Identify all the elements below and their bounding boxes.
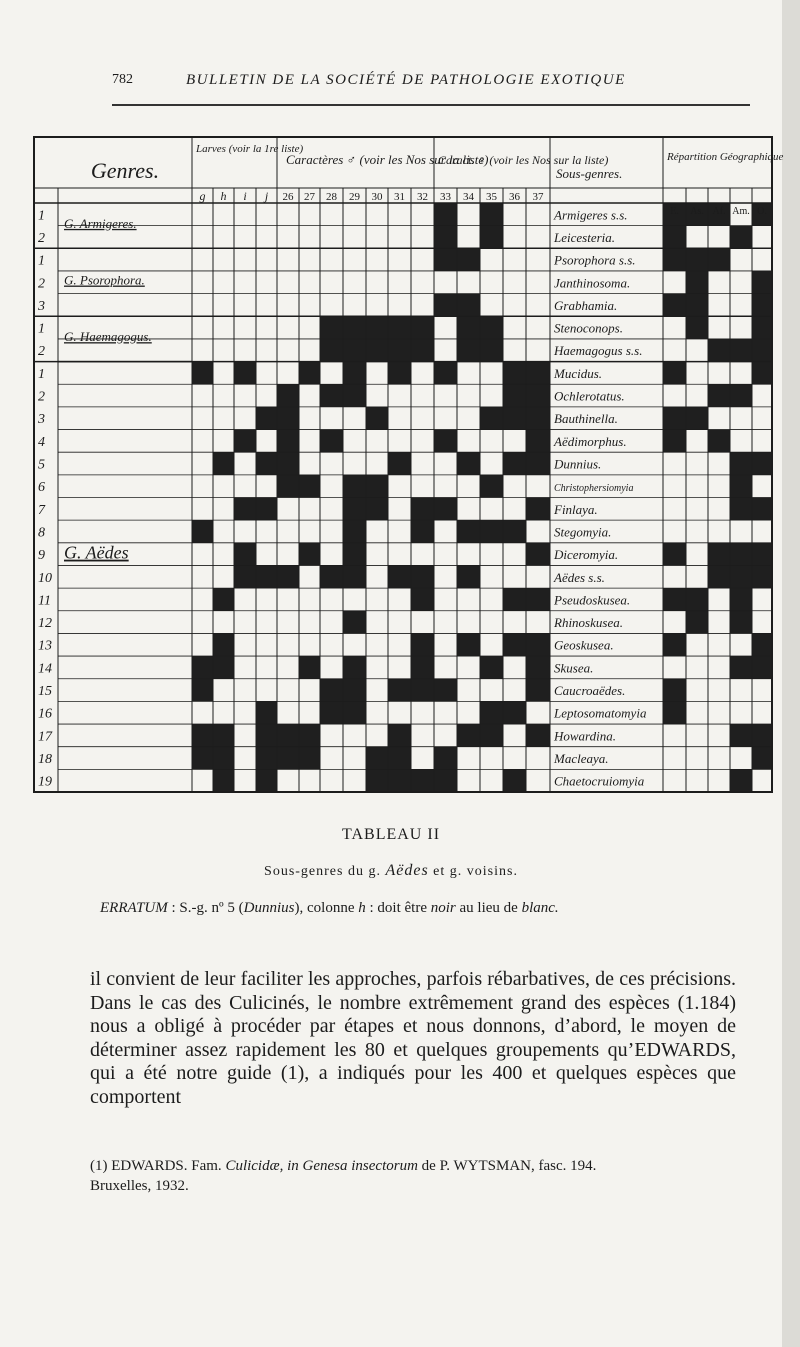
subgenus-name: Bauthinella. <box>554 411 618 427</box>
table-cell-dark <box>320 339 343 362</box>
col-female: 36 <box>509 191 520 203</box>
subgenus-name: Caucroaëdes. <box>554 683 626 699</box>
row-number: 12 <box>38 616 52 632</box>
erratum-note: ERRATUM : S.-g. nº 5 (Dunnius), colonne h : doit être noir au lieu de blanc. <box>100 900 559 916</box>
table-cell-dark <box>730 543 752 566</box>
table-cell-dark <box>343 520 366 543</box>
table-cell-dark <box>663 407 686 430</box>
table-cell-dark <box>752 339 772 362</box>
table-cell-dark <box>457 452 480 475</box>
subgenus-name: Finlaya. <box>554 501 598 517</box>
table-cell-dark <box>730 769 752 792</box>
table-cell-dark <box>256 747 277 770</box>
table-cell-dark <box>663 701 686 724</box>
table-cell-dark <box>277 430 299 453</box>
col-male: 32 <box>417 191 428 203</box>
table-cell-dark <box>730 588 752 611</box>
header-caracteres-male: Caractères ♂ (voir les Nos sur la liste) <box>286 152 489 167</box>
table-cell-dark <box>526 543 550 566</box>
table-cell-dark <box>663 543 686 566</box>
table-cell-dark <box>256 724 277 747</box>
body-paragraph: il convient de leur faciliter les approches, parfois rébarbatives, de ces précisions. Dans le cas des Culicinés, le nombre extrêmement grand des espèces (1.184) nous a obligé à procéder par étapes et nous donnons, d’abord, le moyen de déterminer assez rapidement les 80 et quelques groupements qu’EDWARDS, qui a été notre guide (1), a indiqués pour les 400 et quelques espèces que comportent <box>90 968 736 1108</box>
table-cell-dark <box>277 407 299 430</box>
col-geo: O. <box>757 206 767 217</box>
row-number: 9 <box>38 548 45 564</box>
table-cell-dark <box>730 475 752 498</box>
table-cell-dark <box>343 498 366 521</box>
table-cell-dark <box>256 452 277 475</box>
table-subtitle: Sous-genres du g. Aëdes et g. voisins. <box>264 862 518 879</box>
subgenus-name: Psorophora s.s. <box>554 252 636 268</box>
table-cell-dark <box>752 633 772 656</box>
col-larves: h <box>220 189 227 203</box>
table-cell-dark <box>411 588 434 611</box>
row-number: 19 <box>38 774 52 790</box>
table-cell-dark <box>457 724 480 747</box>
table-cell-dark <box>457 316 480 339</box>
genre-name: G. Haemagogus. <box>64 329 152 345</box>
subgenus-name: Christophersiomyia <box>554 483 634 495</box>
table-cell-dark <box>686 588 708 611</box>
row-number: 10 <box>38 570 52 586</box>
table-cell-dark <box>277 747 299 770</box>
table-cell-dark <box>434 203 457 226</box>
table-cell-dark <box>256 769 277 792</box>
table-cell-dark <box>663 226 686 249</box>
col-female: 37 <box>532 191 544 203</box>
table-cell-dark <box>526 498 550 521</box>
table-cell-dark <box>730 724 752 747</box>
table-cell-dark <box>526 407 550 430</box>
table-cell-dark <box>277 724 299 747</box>
table-cell-dark <box>686 407 708 430</box>
table-cell-dark <box>730 339 752 362</box>
table-cell-dark <box>343 679 366 702</box>
subgenus-name: Stegomyia. <box>554 524 612 540</box>
table-cell-dark <box>457 633 480 656</box>
table-cell-dark <box>299 475 320 498</box>
col-geo: Am. <box>732 206 750 217</box>
table-cell-dark <box>526 679 550 702</box>
table-cell-dark <box>708 543 730 566</box>
table-cell-dark <box>366 407 388 430</box>
table-cell-dark <box>343 543 366 566</box>
table-cell-dark <box>213 656 234 679</box>
table-cell-dark <box>366 339 388 362</box>
table-cell-dark <box>434 769 457 792</box>
table-cell-dark <box>256 565 277 588</box>
table-cell-dark <box>213 588 234 611</box>
table-cell-dark <box>526 452 550 475</box>
table-cell-dark <box>388 362 411 385</box>
row-number: 1 <box>38 208 45 224</box>
row-number: 1 <box>38 321 45 337</box>
table-cell-dark <box>686 316 708 339</box>
table-cell-dark <box>366 498 388 521</box>
table-cell-dark <box>320 384 343 407</box>
table-cell-dark <box>752 271 772 294</box>
subgenus-name: Pseudoskusea. <box>554 592 631 608</box>
subgenus-name: Grabhamia. <box>554 297 618 313</box>
row-number: 2 <box>38 344 45 360</box>
row-number: 17 <box>38 729 52 745</box>
genre-name: G. Armigeres. <box>64 215 137 231</box>
table-cell-dark <box>277 452 299 475</box>
col-male: 31 <box>394 191 405 203</box>
table-cell-dark <box>411 656 434 679</box>
table-cell-dark <box>457 294 480 317</box>
table-cell-dark <box>752 452 772 475</box>
row-number: 14 <box>38 661 52 677</box>
subgenus-name: Skusea. <box>554 660 594 676</box>
col-male: 29 <box>349 191 360 203</box>
row-number: 18 <box>38 752 52 768</box>
table-cell-dark <box>411 679 434 702</box>
table-cell-dark <box>388 316 411 339</box>
row-number: 15 <box>38 684 52 700</box>
table-cell-dark <box>708 565 730 588</box>
row-number: 13 <box>38 638 52 654</box>
table-cell-dark <box>752 724 772 747</box>
table-cell-dark <box>277 475 299 498</box>
table-cell-dark <box>434 679 457 702</box>
journal-title: BULLETIN DE LA SOCIÉTÉ DE PATHOLOGIE EXOTIQUE <box>186 72 626 88</box>
table-cell-dark <box>730 452 752 475</box>
table-cell-dark <box>752 362 772 385</box>
subgenus-name: Aëdes s.s. <box>554 569 605 585</box>
footnote: (1) EDWARDS. Fam. Culicidæ, in Genesa insectorum de P. WYTSMAN, fasc. 194. Bruxelles, 1932. <box>90 1158 597 1194</box>
table-cell-dark <box>434 294 457 317</box>
subgenus-name: Armigeres s.s. <box>554 207 628 223</box>
table-cell-dark <box>686 248 708 271</box>
table-cell-dark <box>526 588 550 611</box>
subgenus-name: Mucidus. <box>554 365 603 381</box>
col-larves: i <box>243 189 247 203</box>
table-cell-dark <box>277 565 299 588</box>
table-cell-dark <box>388 565 411 588</box>
table-cell-dark <box>457 565 480 588</box>
subgenus-name: Howardina. <box>554 728 616 744</box>
table-cell-dark <box>480 656 503 679</box>
table-cell-dark <box>434 498 457 521</box>
table-cell-dark <box>457 339 480 362</box>
table-cell-dark <box>192 679 213 702</box>
table-cell-dark <box>320 565 343 588</box>
col-geo: Af. <box>712 206 726 217</box>
table-cell-dark <box>213 724 234 747</box>
subgenus-name: Diceromyia. <box>554 547 619 563</box>
table-cell-dark <box>411 520 434 543</box>
table-cell-dark <box>366 747 388 770</box>
table-cell-dark <box>213 747 234 770</box>
row-number: 1 <box>38 253 45 269</box>
genre-name: G. Psorophora. <box>64 272 145 288</box>
table-cell-dark <box>663 633 686 656</box>
col-larves: g <box>199 189 206 203</box>
table-cell-dark <box>277 384 299 407</box>
col-larves: j <box>264 189 269 203</box>
table-cell-dark <box>730 384 752 407</box>
table-cell-dark <box>752 294 772 317</box>
table-cell-dark <box>686 294 708 317</box>
table-cell-dark <box>213 769 234 792</box>
table-cell-dark <box>366 769 388 792</box>
table-cell-dark <box>411 769 434 792</box>
table-cell-dark <box>708 248 730 271</box>
table-cell-dark <box>234 543 256 566</box>
table-cell-dark <box>663 430 686 453</box>
table-cell-dark <box>388 747 411 770</box>
table-cell-dark <box>663 679 686 702</box>
col-male: 26 <box>282 191 294 203</box>
table-cell-dark <box>299 747 320 770</box>
page-number: 782 <box>112 72 133 87</box>
table-cell-dark <box>526 430 550 453</box>
table-cell-dark <box>366 316 388 339</box>
table-cell-dark <box>411 498 434 521</box>
subgenus-name: Macleaya. <box>554 751 609 767</box>
table-cell-dark <box>388 679 411 702</box>
table-cell-dark <box>480 407 503 430</box>
table-cell-dark <box>708 339 730 362</box>
table-cell-dark <box>388 339 411 362</box>
table-cell-dark <box>730 611 752 634</box>
row-number: 2 <box>38 276 45 292</box>
table-cell-dark <box>752 565 772 588</box>
row-number: 16 <box>38 706 52 722</box>
table-cell-dark <box>299 543 320 566</box>
table-cell-dark <box>730 656 752 679</box>
table-cell-dark <box>343 475 366 498</box>
table-cell-dark <box>343 362 366 385</box>
subgenus-name: Dunnius. <box>554 456 602 472</box>
header-larves: Larves (voir la 1re liste) <box>196 143 304 155</box>
table-cell-dark <box>752 543 772 566</box>
table-cell-dark <box>299 362 320 385</box>
table-cell-dark <box>526 384 550 407</box>
subgenus-name: Geoskusea. <box>554 637 614 653</box>
table-cell-dark <box>730 498 752 521</box>
table-cell-dark <box>234 565 256 588</box>
row-number: 4 <box>38 434 45 450</box>
row-number: 6 <box>38 480 45 496</box>
table-cell-dark <box>434 362 457 385</box>
subgenus-name: Haemagogus s.s. <box>554 343 643 359</box>
table-cell-dark <box>526 362 550 385</box>
table-cell-dark <box>480 203 503 226</box>
table-cell-dark <box>686 611 708 634</box>
table-cell-dark <box>752 656 772 679</box>
table-cell-dark <box>213 633 234 656</box>
table-cell-dark <box>256 407 277 430</box>
table-cell-dark <box>256 701 277 724</box>
col-geo: As. <box>690 206 704 217</box>
table-cell-dark <box>366 475 388 498</box>
row-number: 11 <box>38 593 51 609</box>
subgenus-name: Janthinosoma. <box>554 275 631 291</box>
table-cell-dark <box>343 701 366 724</box>
table-cell-dark <box>752 316 772 339</box>
header-repartition: Répartition Géographique <box>667 151 784 163</box>
row-number: 2 <box>38 230 45 246</box>
table-cell-dark <box>343 611 366 634</box>
table-cell-dark <box>708 430 730 453</box>
table-cell-dark <box>526 656 550 679</box>
table-cell-dark <box>730 565 752 588</box>
table-cell-dark <box>480 226 503 249</box>
table-cell-dark <box>192 520 213 543</box>
table-cell-dark <box>503 701 526 724</box>
row-number: 8 <box>38 525 45 541</box>
table-cell-dark <box>434 248 457 271</box>
table-cell-dark <box>234 362 256 385</box>
table-cell-dark <box>234 430 256 453</box>
table-cell-dark <box>411 339 434 362</box>
table-cell-dark <box>480 701 503 724</box>
table-cell-dark <box>411 633 434 656</box>
table-cell-dark <box>388 769 411 792</box>
table-cell-dark <box>388 724 411 747</box>
table-cell-dark <box>457 248 480 271</box>
row-number: 3 <box>38 412 45 428</box>
table-cell-dark <box>503 384 526 407</box>
col-female: 33 <box>440 191 451 203</box>
table-cell-dark <box>480 520 503 543</box>
col-male: 30 <box>371 191 383 203</box>
genre-name: G. Aëdes <box>64 542 129 563</box>
row-number: 3 <box>38 298 45 314</box>
header-caracteres-female: Caract. ♀ (voir les Nos sur la liste) <box>438 153 609 167</box>
table-cell-dark <box>192 362 213 385</box>
table-cell-dark <box>752 498 772 521</box>
row-number: 1 <box>38 366 45 382</box>
table-cell-dark <box>503 769 526 792</box>
table-cell-dark <box>192 747 213 770</box>
table-cell-dark <box>663 294 686 317</box>
table-cell-dark <box>663 248 686 271</box>
table-title: TABLEAU II <box>341 826 441 843</box>
table-cell-dark <box>320 430 343 453</box>
table-cell-dark <box>526 724 550 747</box>
table-cell-dark <box>480 475 503 498</box>
col-female: 34 <box>463 191 474 203</box>
col-geo: E. <box>670 206 679 217</box>
table-cell-dark <box>343 316 366 339</box>
table-cell-dark <box>411 316 434 339</box>
table-cell-dark <box>299 724 320 747</box>
col-female: 35 <box>486 191 497 203</box>
table-cell-dark <box>213 452 234 475</box>
subgenus-name: Ochlerotatus. <box>554 388 625 404</box>
table-cell-dark <box>752 747 772 770</box>
table-cell-dark <box>343 339 366 362</box>
table-cell-dark <box>320 316 343 339</box>
table-cell-dark <box>503 588 526 611</box>
header-genres: Genres. <box>90 158 160 183</box>
table-cell-dark <box>708 384 730 407</box>
table-cell-dark <box>480 724 503 747</box>
table-cell-dark <box>388 452 411 475</box>
table-cell-dark <box>192 656 213 679</box>
subgenus-name: Chaetocruiomyia <box>554 773 645 789</box>
table-cell-dark <box>299 656 320 679</box>
table-cell-dark <box>343 384 366 407</box>
table-cell-dark <box>503 452 526 475</box>
table-cell-dark <box>192 724 213 747</box>
table-cell-dark <box>663 588 686 611</box>
header-sous-genres: Sous-genres. <box>556 166 623 181</box>
table-cell-dark <box>686 271 708 294</box>
table-cell-dark <box>730 226 752 249</box>
table-cell-dark <box>503 407 526 430</box>
table-cell-dark <box>663 362 686 385</box>
table-cell-dark <box>343 656 366 679</box>
table-cell-dark <box>503 633 526 656</box>
table-cell-dark <box>320 679 343 702</box>
table-cell-dark <box>434 226 457 249</box>
table-cell-dark <box>256 498 277 521</box>
table-cell-dark <box>503 520 526 543</box>
col-male: 27 <box>304 191 315 203</box>
table-cell-dark <box>480 316 503 339</box>
table-cell-dark <box>320 701 343 724</box>
subgenus-name: Leptosomatomyia <box>554 705 647 721</box>
table-cell-dark <box>457 520 480 543</box>
table-cell-dark <box>343 565 366 588</box>
subgenus-name: Rhinoskusea. <box>554 615 623 631</box>
row-number: 7 <box>38 502 45 518</box>
row-number: 2 <box>38 389 45 405</box>
row-number: 5 <box>38 457 45 473</box>
subgenus-name: Leicesteria. <box>554 229 616 245</box>
table-cell-dark <box>480 339 503 362</box>
table-cell-dark <box>234 498 256 521</box>
table-cell-dark <box>503 362 526 385</box>
table-cell-dark <box>434 430 457 453</box>
subgenus-name: Aëdimorphus. <box>554 433 627 449</box>
table-cell-dark <box>526 633 550 656</box>
subgenus-name: Stenoconops. <box>554 320 623 336</box>
col-male: 28 <box>326 191 337 203</box>
table-cell-dark <box>411 565 434 588</box>
table-cell-dark <box>434 747 457 770</box>
